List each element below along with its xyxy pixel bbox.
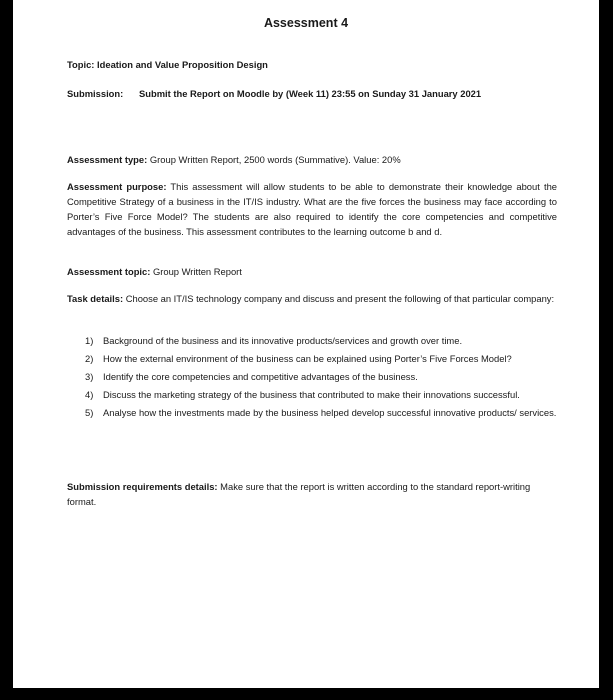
list-item-number: 3) [85, 371, 94, 382]
assessment-type-label: Assessment type: [67, 154, 148, 165]
task-list-container [67, 333, 557, 423]
assessment-topic-line [67, 264, 557, 279]
list-item [67, 387, 557, 403]
list-item [67, 351, 557, 367]
topic-line [67, 57, 557, 72]
assessment-type-value: Group Written Report, 2500 words (Summative). Value: 20% [149, 154, 401, 165]
submission-value: Submit the Report on Moodle by (Week 11) 23:55 on Sunday 31 January 2021 [139, 88, 482, 99]
task-list [67, 333, 557, 421]
list-item [67, 405, 557, 421]
submission-requirements-value: Make sure that the report is written according to the standard report-writing format. [67, 481, 531, 507]
task-details-value: Choose an IT/IS technology company and discuss and present the following of that particular company: [125, 293, 555, 304]
list-item-number: 4) [85, 389, 94, 400]
topic-label: Topic: [67, 59, 95, 70]
assessment-purpose-label: Assessment purpose: [67, 181, 167, 192]
list-item-text: Analyse how the investments made by the business helped develop successful innovative products/ services. [103, 407, 557, 418]
assessment-purpose-paragraph [67, 179, 557, 239]
list-item [67, 369, 557, 385]
list-item-number: 1) [85, 335, 94, 346]
list-item-text: Identify the core competencies and competitive advantages of the business. [103, 371, 418, 382]
assessment-type-line [67, 152, 557, 167]
assessment-purpose-value: This assessment will allow students to be able to demonstrate their knowledge about the Competitive Strategy of a business in the IT/IS industry. What are the five forces the business may face according to Porter’s Five Force Model? The students are also required to identify the core competencies and competitive advantages of the business. This assessment contributes to the learning outcome b and d. [67, 181, 557, 237]
assessment-topic-label: Assessment topic: [67, 266, 151, 277]
list-item-text: Discuss the marketing strategy of the business that contributed to make their innovations successful. [103, 389, 520, 400]
list-item-text: How the external environment of the business can be explained using Porter’s Five Forces Model? [103, 353, 512, 364]
list-item [67, 333, 557, 349]
page-title: Assessment 4 [263, 16, 349, 30]
assessment-topic-value: Group Written Report [152, 266, 242, 277]
document-page [13, 0, 599, 688]
submission-line [67, 86, 557, 101]
list-item-text: Background of the business and its innovative products/services and growth over time. [103, 335, 463, 346]
submission-requirements-paragraph [67, 479, 557, 509]
submission-requirements-label: Submission requirements details: [67, 481, 218, 492]
task-details-label: Task details: [67, 293, 124, 304]
task-details-paragraph [67, 291, 557, 306]
topic-value: Ideation and Value Proposition Design [97, 59, 268, 70]
list-item-number: 5) [85, 407, 94, 418]
list-item-number: 2) [85, 353, 94, 364]
submission-label: Submission: [67, 88, 124, 99]
